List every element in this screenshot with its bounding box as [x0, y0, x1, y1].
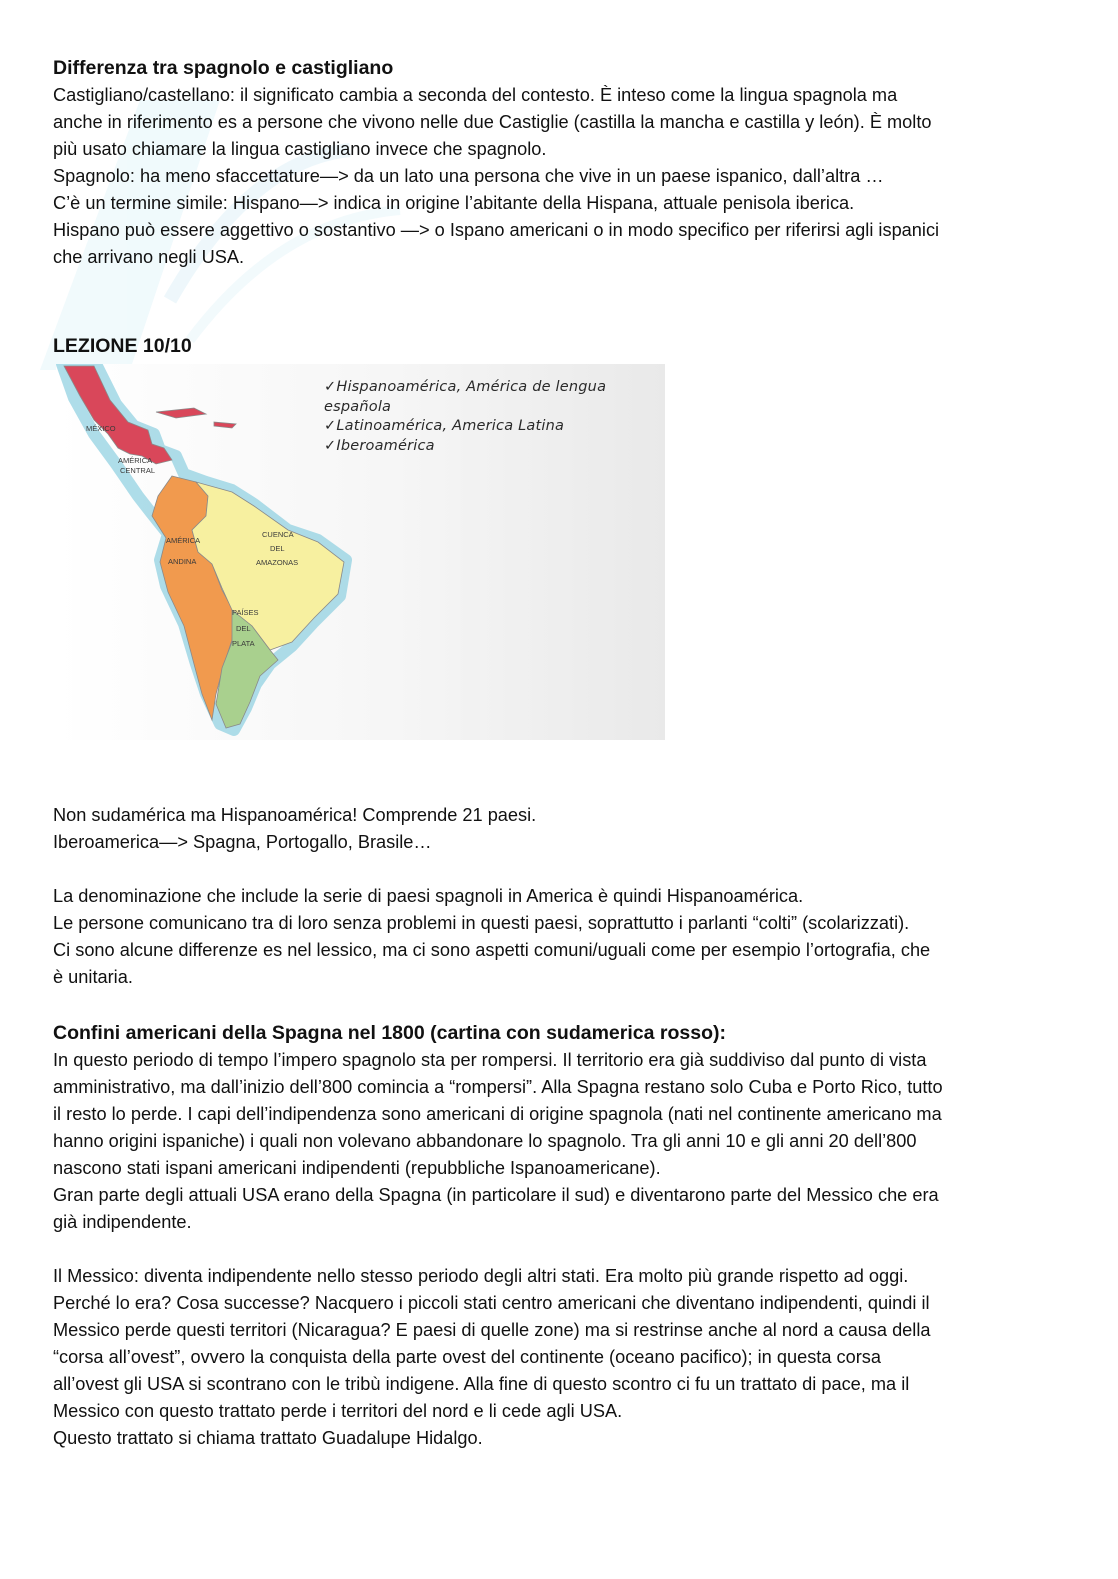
map-label-cuenca-1: CUENCA: [262, 530, 294, 539]
map-label-central-1: AMÉRICA: [118, 456, 153, 465]
paragraph: [53, 1047, 1055, 1236]
text-line: già indipendente.: [53, 1212, 192, 1232]
text-line: Spagnolo: ha meno sfaccettature—> da un lato una persona che vive in un paese ispanico, dall’altra …: [53, 166, 884, 186]
map-label-plata-1: PAÍSES: [232, 608, 259, 617]
figure-term: ✓Iberoamérica: [324, 437, 435, 454]
latin-america-map-figure: [56, 364, 665, 740]
text-line: nascono stati ispani americani indipendenti (repubbliche Ispanoamericane).: [53, 1158, 661, 1178]
map-label-andina-2: ANDINA: [168, 557, 197, 566]
text-line: amministrativo, ma dall’inizio dell’800 comincia a “rompersi”. Alla Spagna restano solo Cuba e Porto Rico, tutto: [53, 1077, 943, 1097]
text-line: Questo trattato si chiama trattato Guadalupe Hidalgo.: [53, 1428, 483, 1448]
text-line: all’ovest gli USA si scontrano con le tribù indigene. Alla fine di questo scontro ci fu un trattato di pace, ma il: [53, 1374, 910, 1394]
figure-term: ✓Hispanoamérica, América de lengua: [324, 379, 607, 395]
figure-term-list: [324, 378, 654, 456]
paragraph: [53, 802, 1055, 856]
section-hispanoamerica: [53, 802, 1055, 991]
text-line: In questo periodo di tempo l’impero spagnolo sta per rompersi. Il territorio era già suddiviso dal punto di vista: [53, 1050, 927, 1070]
map-label-plata-2: DEL: [236, 624, 251, 633]
map-label-mexico: MÉXICO: [86, 424, 116, 433]
section-heading: Confini americani della Spagna nel 1800 (cartina con sudamerica rosso):: [53, 1022, 726, 1044]
figure-term: ✓Latinoamérica, America Latina: [324, 418, 565, 434]
text-line: Non sudamérica ma Hispanoamérica! Comprende 21 paesi.: [53, 805, 537, 825]
section-confini-spagna: [53, 1020, 1055, 1452]
paragraph: [53, 1263, 1055, 1452]
text-line: Messico con questo trattato perde i territori del nord e li cede agli USA.: [53, 1401, 623, 1421]
section-spagnolo-castigliano: [53, 55, 1055, 271]
region-caribbean-islands: [156, 408, 236, 428]
text-line: La denominazione che include la serie di paesi spagnoli in America è quindi Hispanoamérica.: [53, 886, 804, 906]
text-line: “corsa all’ovest”, ovvero la conquista della parte ovest del continente (oceano pacifico); in questa corsa: [53, 1347, 881, 1367]
map-label-andina-1: AMÉRICA: [166, 536, 201, 545]
lesson-header: [53, 333, 1055, 360]
text-line: Hispano può essere aggettivo o sostantivo —> o Ispano americani o in modo specifico per riferirsi agli ispanici: [53, 220, 940, 240]
latin-america-map: [56, 364, 356, 740]
paragraph: [53, 82, 1055, 271]
map-label-cuenca-3: AMAZONAS: [256, 558, 299, 567]
text-line: Messico perde questi territori (Nicaragua? E paesi di quelle zone) ma si restrinse anche al nord a causa della: [53, 1320, 931, 1340]
map-label-central-2: CENTRAL: [120, 466, 156, 475]
text-line: Castigliano/castellano: il significato cambia a seconda del contesto. È inteso come la lingua spagnola ma: [53, 85, 898, 105]
text-line: Perché lo era? Cosa successe? Nacquero i piccoli stati centro americani che diventano indipendenti, quindi il: [53, 1293, 930, 1313]
text-line: Le persone comunicano tra di loro senza problemi in questi paesi, soprattutto i parlanti “colti” (scolarizzati).: [53, 913, 910, 933]
text-line: Il Messico: diventa indipendente nello stesso periodo degli altri stati. Era molto più grande rispetto ad oggi.: [53, 1266, 909, 1286]
text-line: è unitaria.: [53, 967, 133, 987]
text-line: il resto lo perde. I capi dell’indipendenza sono americani di origine spagnola (nati nel continente americano ma: [53, 1104, 942, 1124]
text-line: che arrivano negli USA.: [53, 247, 245, 267]
text-line: Iberoamerica—> Spagna, Portogallo, Brasile…: [53, 832, 432, 852]
figure-term: española: [324, 398, 392, 415]
text-line: Ci sono alcune differenze es nel lessico, ma ci sono aspetti comuni/uguali come per esempio l’ortografia, che: [53, 940, 931, 960]
text-line: hanno origini ispaniche) i quali non volevano abbandonare lo spagnolo. Tra gli anni 10 e gli anni 20 dell’800: [53, 1131, 917, 1151]
map-label-plata-3: PLATA: [232, 639, 255, 648]
text-line: più usato chiamare la lingua castigliano invece che spagnolo.: [53, 139, 547, 159]
text-line: C’è un termine simile: Hispano—> indica in origine l’abitante della Hispana, attuale penisola iberica.: [53, 193, 855, 213]
section-heading: Differenza tra spagnolo e castigliano: [53, 57, 394, 79]
text-line: anche in riferimento es a persone che vivono nelle due Castiglie (castilla la mancha e castilla y león). È molto: [53, 112, 932, 132]
map-label-cuenca-2: DEL: [270, 544, 285, 553]
text-line: Gran parte degli attuali USA erano della Spagna (in particolare il sud) e diventarono parte del Messico che era: [53, 1185, 939, 1205]
lesson-title: LEZIONE 10/10: [53, 335, 192, 357]
paragraph: [53, 883, 1055, 991]
